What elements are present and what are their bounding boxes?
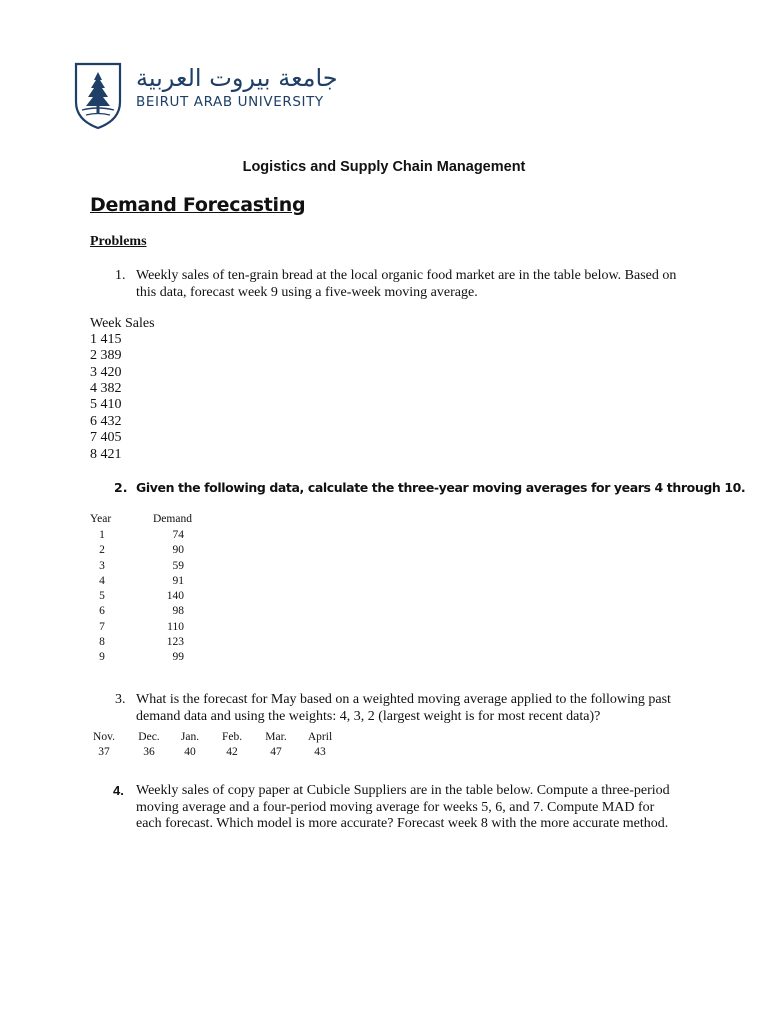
problem-3-month: Jan.	[180, 731, 200, 743]
problem-1-row: 5 410	[90, 397, 122, 412]
problem-3-number: 3.	[115, 692, 126, 707]
problem-3-text: What is the forecast for May based on a weighted moving average applied to the following past demand data and using the weights: 4, 3, 2 (largest weight is for most recent data)?	[136, 692, 671, 724]
problem-1-row: 7 405	[90, 430, 122, 445]
problem-3-value: 37	[98, 746, 110, 758]
problem-3-value: 42	[226, 746, 238, 758]
problem-3-month: Nov.	[93, 731, 115, 743]
problem-1-text: Weekly sales of ten-grain bread at the local organic food market are in the table below. Based on this data, forecast week 9 using a five-week moving average.	[136, 268, 677, 300]
problem-2-demand-cell: 98	[172, 605, 184, 617]
problem-2-year-cell: 2	[99, 544, 105, 556]
problem-1-number: 1.	[115, 268, 126, 283]
problem-1-row: 1 415	[90, 332, 122, 347]
problem-2-text: Given the following data, calculate the three-year moving averages for years 4 through 10.	[136, 480, 746, 495]
problems-label: Problems	[90, 234, 147, 249]
problem-4-text: Weekly sales of copy paper at Cubicle Suppliers are in the table below. Compute a three-period moving average and a four-period moving average for weeks 5, 6, and 7. Compute MAD for each forecast. Which model is more accurate? Forecast week 8 with the more accurate method.	[136, 783, 670, 831]
problem-2-number: 2.	[114, 480, 128, 495]
university-logo-shield-icon	[74, 62, 122, 130]
problem-1-table-header: Week Sales	[90, 316, 155, 331]
problem-3-value: 43	[314, 746, 326, 758]
problem-2-year-cell: 6	[99, 605, 105, 617]
problem-1-row: 8 421	[90, 447, 122, 462]
problem-2-demand-cell: 99	[172, 651, 184, 663]
problem-3-value: 36	[143, 746, 155, 758]
problem-2-demand-cell: 123	[166, 636, 184, 648]
problem-2-demand-cell: 90	[172, 544, 184, 556]
problem-3-month: Feb.	[221, 731, 243, 743]
problem-1-row: 2 389	[90, 348, 122, 363]
problem-3-month: Mar.	[265, 731, 287, 743]
problem-2-year-cell: 8	[99, 636, 105, 648]
problem-1-row: 4 382	[90, 381, 122, 396]
problem-2-demand-cell: 140	[166, 590, 184, 602]
problem-1-row: 6 432	[90, 414, 122, 429]
problem-1-row: 3 420	[90, 365, 122, 380]
problem-2-year-header: Year	[90, 513, 112, 525]
problem-2-year-cell: 1	[99, 529, 105, 541]
problem-3-value: 47	[270, 746, 282, 758]
logo-english-name: BEIRUT ARAB UNIVERSITY	[136, 94, 324, 110]
problem-2-demand-cell: 74	[172, 529, 184, 541]
problem-2-year-cell: 3	[99, 560, 105, 572]
problem-2-year-cell: 9	[99, 651, 105, 663]
problem-2-year-cell: 7	[99, 621, 105, 633]
problem-2-demand-header: Demand	[153, 513, 192, 525]
problem-2-demand-cell: 110	[167, 621, 184, 633]
course-title: Logistics and Supply Chain Management	[242, 159, 526, 175]
problem-3-month: April	[307, 731, 333, 743]
logo-arabic-name: جامعة بيروت العربية	[136, 64, 338, 92]
problem-2-demand-cell: 91	[172, 575, 184, 587]
problem-2-year-cell: 5	[99, 590, 105, 602]
problem-2-demand-cell: 59	[172, 560, 184, 572]
problem-2-year-cell: 4	[99, 575, 105, 587]
problem-3-month: Dec.	[138, 731, 160, 743]
document-heading: Demand Forecasting	[90, 194, 306, 216]
problem-4-number: 4.	[113, 783, 124, 798]
problem-3-value: 40	[184, 746, 196, 758]
